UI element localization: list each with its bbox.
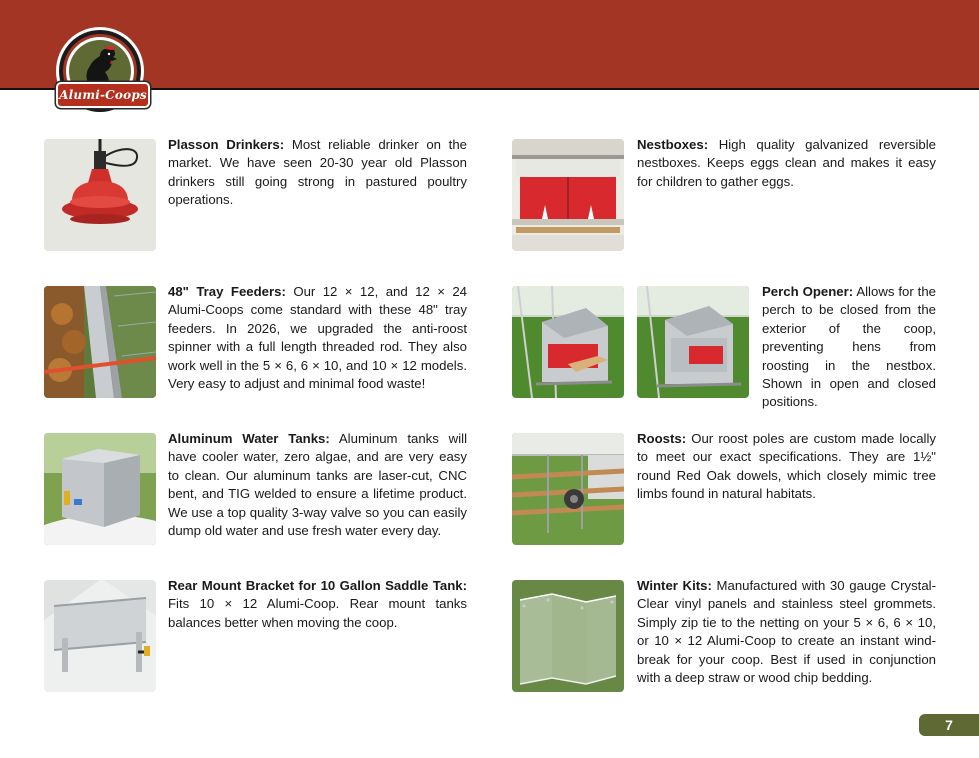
nestbox-photo	[512, 139, 624, 251]
winter-kits-description	[637, 577, 936, 687]
item-title: Rear Mount Bracket for 10 Gallon Saddle Tank:	[168, 578, 467, 593]
aluminum-water-tank-photo	[44, 433, 156, 545]
rear-mount-bracket-photo	[44, 580, 156, 692]
item-text: Our 12 × 12, and 12 × 24 Alumi-Coops come standard with these 48" tray feeders. In 2026, we upgraded the anti-roost spinner with a full length threaded rod. They also work well in the 5 × 6, 6 × 10, and 10 × 12 models. Very easy to adjust and minimal food waste!	[168, 284, 468, 392]
tray-feeder-photo	[44, 286, 156, 398]
plasson-drinkers-description	[168, 136, 467, 210]
roosts-description	[637, 430, 936, 504]
alumi-coops-logo	[42, 26, 158, 116]
water-tanks-description	[168, 430, 467, 540]
perch-opener-description	[762, 283, 936, 412]
perch-opener-closed-photo	[637, 286, 749, 398]
item-text: Allows for the perch to be closed from the exterior of the coop, preventing hens from roosting in the nestbox. Shown in open and closed positions.	[762, 284, 936, 410]
item-title: Winter Kits:	[637, 578, 712, 593]
item-title: Nestboxes:	[637, 137, 709, 152]
item-title: Aluminum Water Tanks:	[168, 431, 330, 446]
nestboxes-description	[637, 136, 936, 191]
item-text: Aluminum tanks will have cooler water, zero algae, and are very easy to clean. Our aluminum tanks are laser-cut, CNC bent, and TIG welded to ensure a lifetime product. We use a top quality 3-way valve so you can easily dump old water and use fresh water every day.	[168, 431, 467, 539]
roosts-photo	[512, 433, 624, 545]
item-text: High quality galvanized reversible nestboxes. Keeps eggs clean and makes it easy for children to gather eggs.	[637, 137, 936, 189]
logo-wordmark: Alumi-Coops	[56, 82, 150, 108]
item-title: 48" Tray Feeders:	[168, 284, 286, 299]
page-number: 7	[919, 714, 979, 736]
item-title: Perch Opener:	[762, 284, 854, 299]
tray-feeders-description	[168, 283, 467, 393]
item-title: Roosts:	[637, 431, 687, 446]
plasson-drinker-photo	[44, 139, 156, 251]
perch-opener-open-photo	[512, 286, 624, 398]
item-title: Plasson Drinkers:	[168, 137, 285, 152]
item-text: Most reliable drinker on the market. We have seen 20-30 year old Plasson drinkers still going strong in pastured poultry operations.	[168, 137, 468, 208]
item-text: Our roost poles are custom made locally to meet our exact specifications. They are 1½" round Red Oak dowels, which closely mimic tree limbs found in natural habitats.	[637, 431, 936, 502]
item-text: Manufactured with 30 gauge Crystal-Clear vinyl panels and stainless steel grommets. Simply zip tie to the netting on your 5 × 6, 6 × 10, or 10 × 12 Alumi-Coop to create an instant wind-break for your coop. Best if used in conjunction with a deep straw or wood chip bedding.	[637, 578, 936, 686]
winter-kit-photo	[512, 580, 624, 692]
rear-mount-bracket-description	[168, 577, 467, 632]
item-text: Fits 10 × 12 Alumi-Coop. Rear mount tanks balances better when moving the coop.	[168, 596, 467, 630]
